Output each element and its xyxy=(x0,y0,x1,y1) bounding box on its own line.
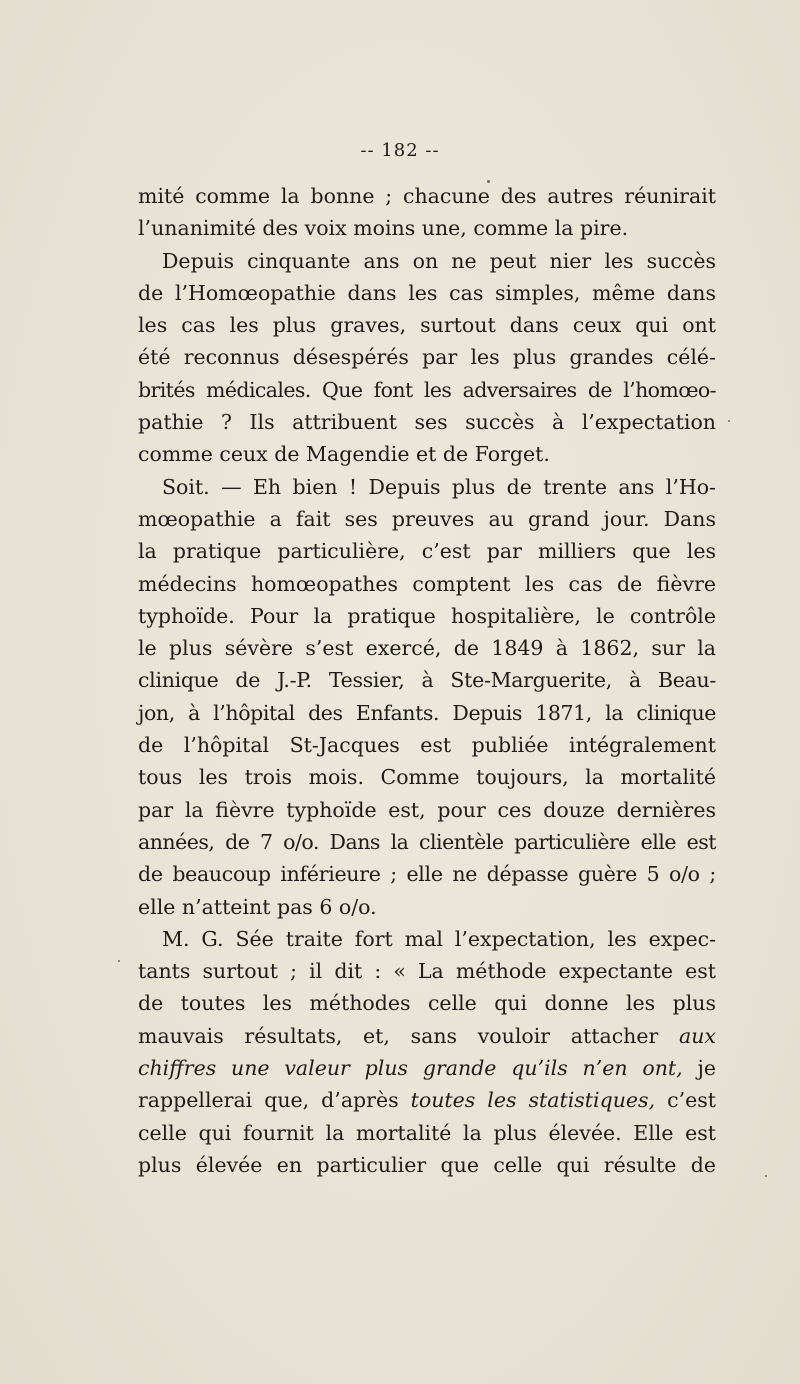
text-line: Soit. — Eh bien ! Depuis plus de trente ans l’Ho- xyxy=(162,474,716,499)
text-line: les cas les plus graves, surtout dans ceux qui ont xyxy=(138,313,716,338)
text-line: mœopathie a fait ses preuves au grand jour. Dans xyxy=(138,506,716,531)
paper-speck xyxy=(487,180,490,183)
text-line: pathie ? Ils attribuent ses succès à l’expectation xyxy=(138,410,716,435)
text-line: M. G. Sée traite fort mal l’expectation, les expec- xyxy=(162,926,716,951)
text-line: comme ceux de Magendie et de Forget. xyxy=(138,442,550,467)
page-number: -- 182 -- xyxy=(360,140,440,161)
text-run: rappellerai que, d’après xyxy=(138,1088,399,1113)
text-run: mauvais résultats, et, sans vouloir attacher xyxy=(138,1023,659,1048)
text-line: années, de 7 o/o. Dans la clientèle particulière elle est xyxy=(138,829,716,854)
text-line: jon, à l’hôpital des Enfants. Depuis 1871, la clinique xyxy=(138,700,716,725)
text-run: je xyxy=(697,1056,716,1081)
text-line: par la fièvre typhoïde est, pour ces douze dernières xyxy=(138,797,716,822)
paper-speck xyxy=(118,960,120,962)
italic-run: n’en ont, xyxy=(582,1056,683,1081)
paper-speck xyxy=(728,420,730,422)
text-line: de l’hôpital St-Jacques est publiée intégralement xyxy=(138,733,716,758)
text-line-mixed xyxy=(138,1052,716,1084)
paper-speck xyxy=(765,1175,767,1177)
text-line-mixed xyxy=(138,1020,716,1052)
body-text xyxy=(138,180,716,1181)
text-line: brités médicales. Que font les adversaires de l’homœo- xyxy=(138,377,716,402)
text-line: la pratique particulière, c’est par milliers que les xyxy=(138,539,716,564)
text-line: mité comme la bonne ; chacune des autres réunirait xyxy=(138,184,716,208)
text-line: de toutes les méthodes celle qui donne les plus xyxy=(138,991,716,1016)
text-line: médecins homœopathes comptent les cas de fièvre xyxy=(138,571,716,596)
italic-run: aux xyxy=(678,1023,716,1048)
text-line: plus élevée en particulier que celle qui résulte de xyxy=(138,1152,716,1177)
text-line: clinique de J.-P. Tessier, à Ste-Marguerite, à Beau- xyxy=(138,668,716,693)
text-line: de beaucoup inférieure ; elle ne dépasse guère 5 o/o ; xyxy=(138,862,716,887)
text-line: de l’Homœopathie dans les cas simples, même dans xyxy=(138,280,716,305)
text-line: tants surtout ; il dit : « La méthode expectante est xyxy=(138,959,716,984)
text-line-mixed xyxy=(138,1084,716,1116)
text-line: elle n’atteint pas 6 o/o. xyxy=(138,894,377,919)
text-line: l’unanimité des voix moins une, comme la pire. xyxy=(138,216,629,241)
text-line: été reconnus désespérés par les plus grandes célé- xyxy=(138,345,716,370)
italic-run: toutes les statistiques, xyxy=(410,1088,656,1113)
text-line: Depuis cinquante ans on ne peut nier les succès xyxy=(162,248,716,273)
text-line: typhoïde. Pour la pratique hospitalière, le contrôle xyxy=(138,603,716,628)
text-run: c’est xyxy=(667,1088,716,1113)
text-line: tous les trois mois. Comme toujours, la mortalité xyxy=(138,765,716,790)
text-line: celle qui fournit la mortalité la plus élevée. Elle est xyxy=(138,1120,716,1145)
text-line: le plus sévère s’est exercé, de 1849 à 1862, sur la xyxy=(138,636,716,661)
italic-run: chiffres une valeur plus grande qu’ils xyxy=(138,1056,568,1081)
